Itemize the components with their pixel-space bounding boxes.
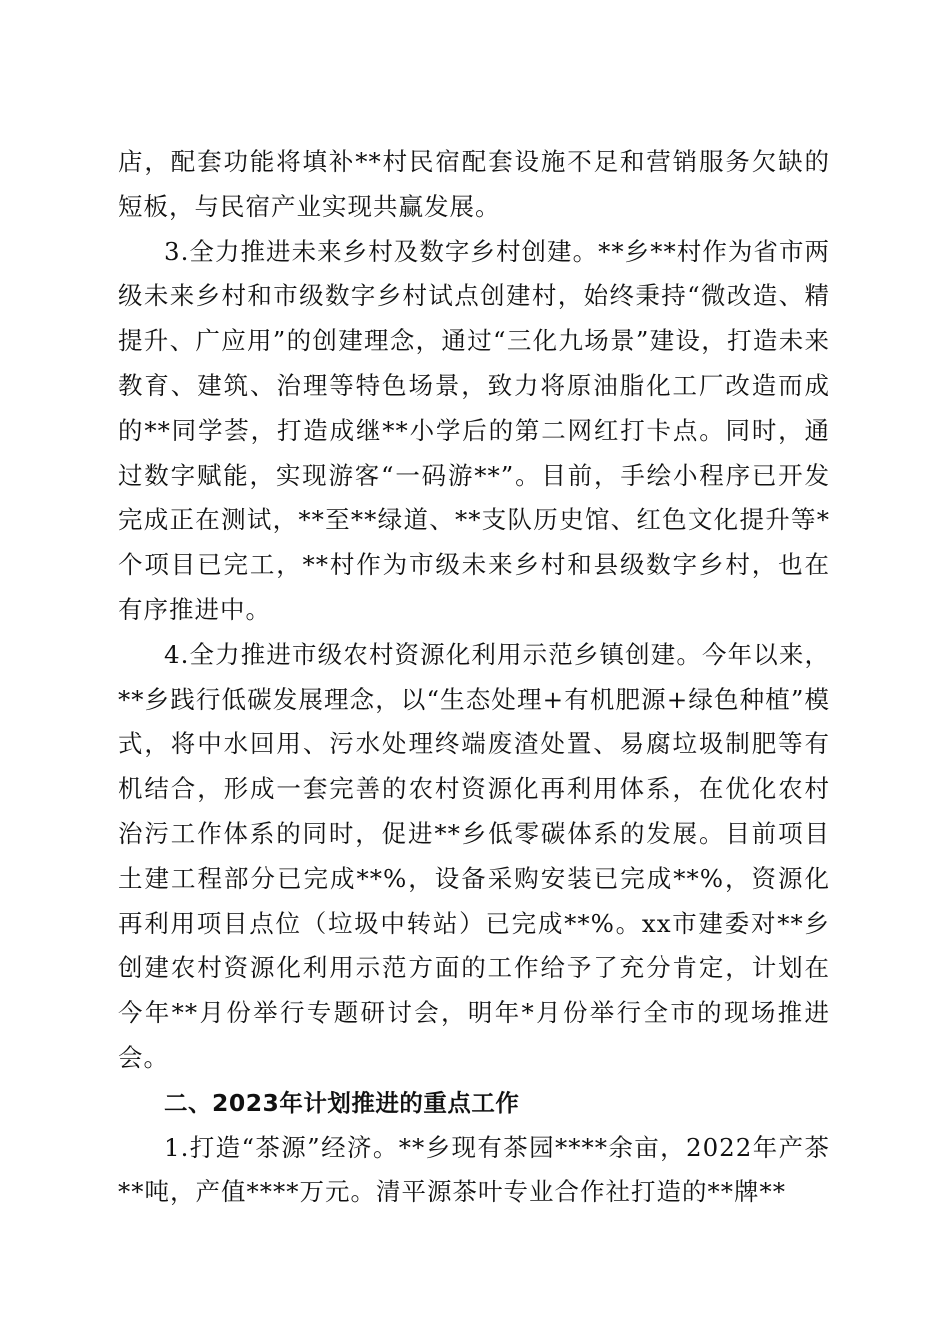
section-heading: 二、2023年计划推进的重点工作 <box>164 1088 520 1117</box>
paragraph-continuation: 店，配套功能将填补**村民宿配套设施不足和营销服务欠缺的短板，与民宿产业实现共赢发展。 <box>118 147 830 221</box>
paragraph-item-3: 3.全力推进未来乡村及数字乡村创建。**乡**村作为省市两级未来乡村和市级数字乡村试点创建村，始终秉持“微改造、精提升、广应用”的创建理念，通过“三化九场景”建设，打造未来教育、建筑、治理等特色场景，致力将原油脂化工厂改造而成的**同学荟，打造成继**小学后的第二网红打卡点。同时，通过数字赋能，实现游客“一码游**”。目前，手绘小程序已开发完成正在测试，**至**绿道、**支队历史馆、红色文化提升等*个项目已完工，**村作为市级未来乡村和县级数字乡村，也在有序推进中。 <box>118 236 830 624</box>
paragraph-plan-item-1: 1.打造“茶源”经济。**乡现有茶园****余亩，2022年产茶**吨，产值****万元。清平源茶叶专业合作社打造的**牌** <box>118 1132 830 1207</box>
document-page <box>118 140 830 1215</box>
paragraph-item-4: 4.全力推进市级农村资源化利用示范乡镇创建。今年以来，**乡践行低碳发展理念，以“生态处理+有机肥源+绿色种植”模式，将中水回用、污水处理终端废渣处置、易腐垃圾制肥等有机结合，形成一套完善的农村资源化再利用体系，在优化农村治污工作体系的同时，促进**乡低零碳体系的发展。目前项目土建工程部分已完成**%，设备采购安装已完成**%，资源化再利用项目点位（垃圾中转站）已完成**%。xx市建委对**乡创建农村资源化利用示范方面的工作给予了充分肯定，计划在今年**月份举行专题研讨会，明年*月份举行全市的现场推进会。 <box>118 639 830 1072</box>
